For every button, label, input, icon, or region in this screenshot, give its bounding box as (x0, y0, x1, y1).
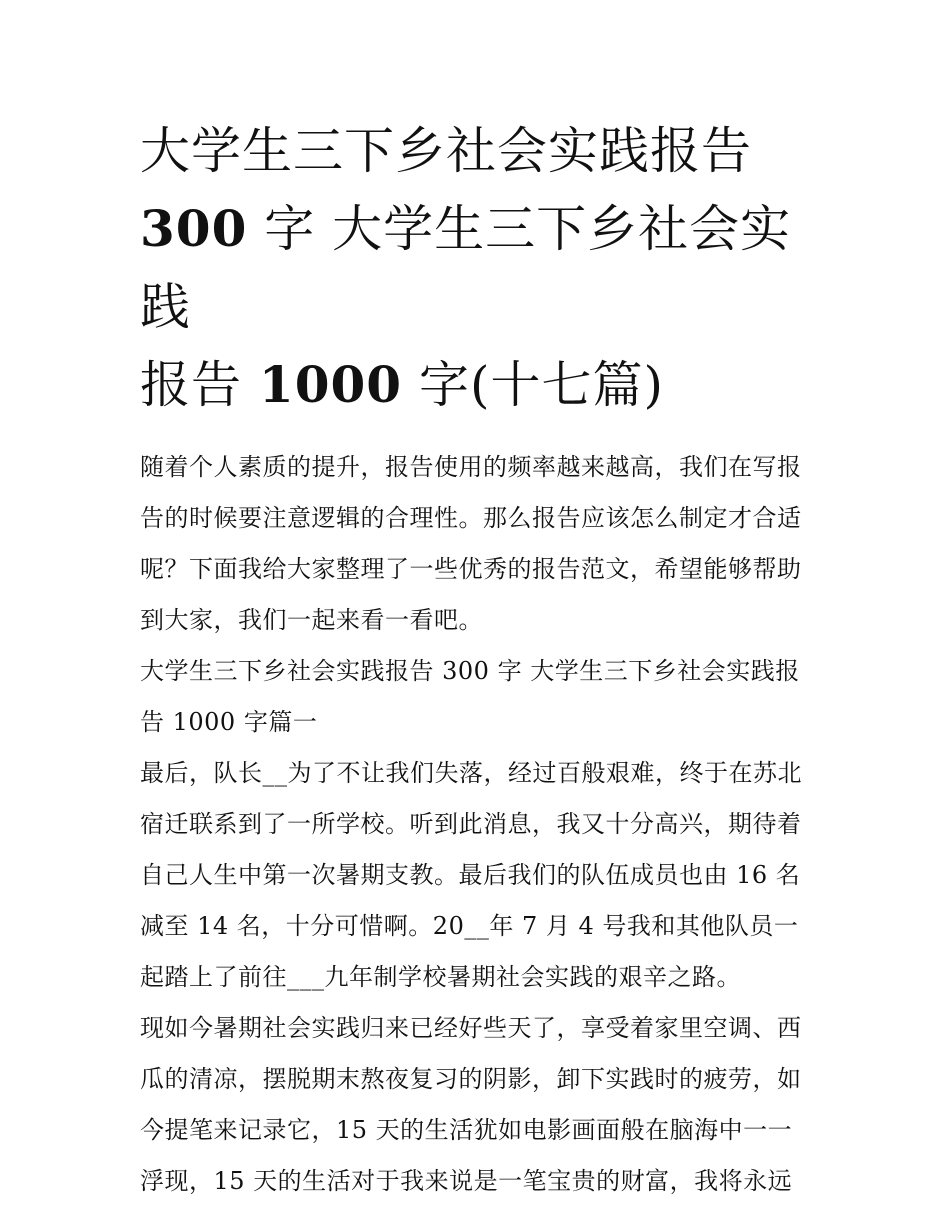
document-page (140, 112, 812, 1207)
title-line-2: 300 字 大学生三下乡社会实践 (140, 199, 792, 336)
intro-paragraph: 随着个人素质的提升，报告使用的频率越来越高，我们在写报告的时候要注意逻辑的合理性。那么报告应该怎么制定才合适呢？下面我给大家整理了一些优秀的报告范文，希望能够帮助到大家，我们一起来看一看吧。 (140, 453, 802, 634)
title-line-1: 大学生三下乡社会实践报告 (140, 122, 752, 180)
body-paragraph-2: 现如今暑期社会实践归来已经好些天了，享受着家里空调、西瓜的清凉，摆脱期末熬夜复习的阴影，卸下实践时的疲劳，如今提笔来记录它，15 天的生活犹如电影画面般在脑海中一一浮现，15 天的生活对于我来说是一笔宝贵的财富，我将永远 (140, 1014, 802, 1195)
body-paragraph-1: 最后，队长__为了不让我们失落，经过百般艰难，终于在苏北宿迁联系到了一所学校。听到此消息，我又十分高兴，期待着自己人生中第一次暑期支教。最后我们的队伍成员也由 16 名减至 14 名，十分可惜啊。20__年 7 月 4 号我和其他队员一起踏上了前往___九年制学校暑期社会实践的艰辛之路。 (140, 759, 802, 991)
title-line-3: 报告 1000 字(十七篇) (140, 355, 664, 414)
document-title (140, 112, 812, 424)
section-heading: 大学生三下乡社会实践报告 300 字 大学生三下乡社会实践报告 1000 字篇一 (140, 657, 800, 736)
